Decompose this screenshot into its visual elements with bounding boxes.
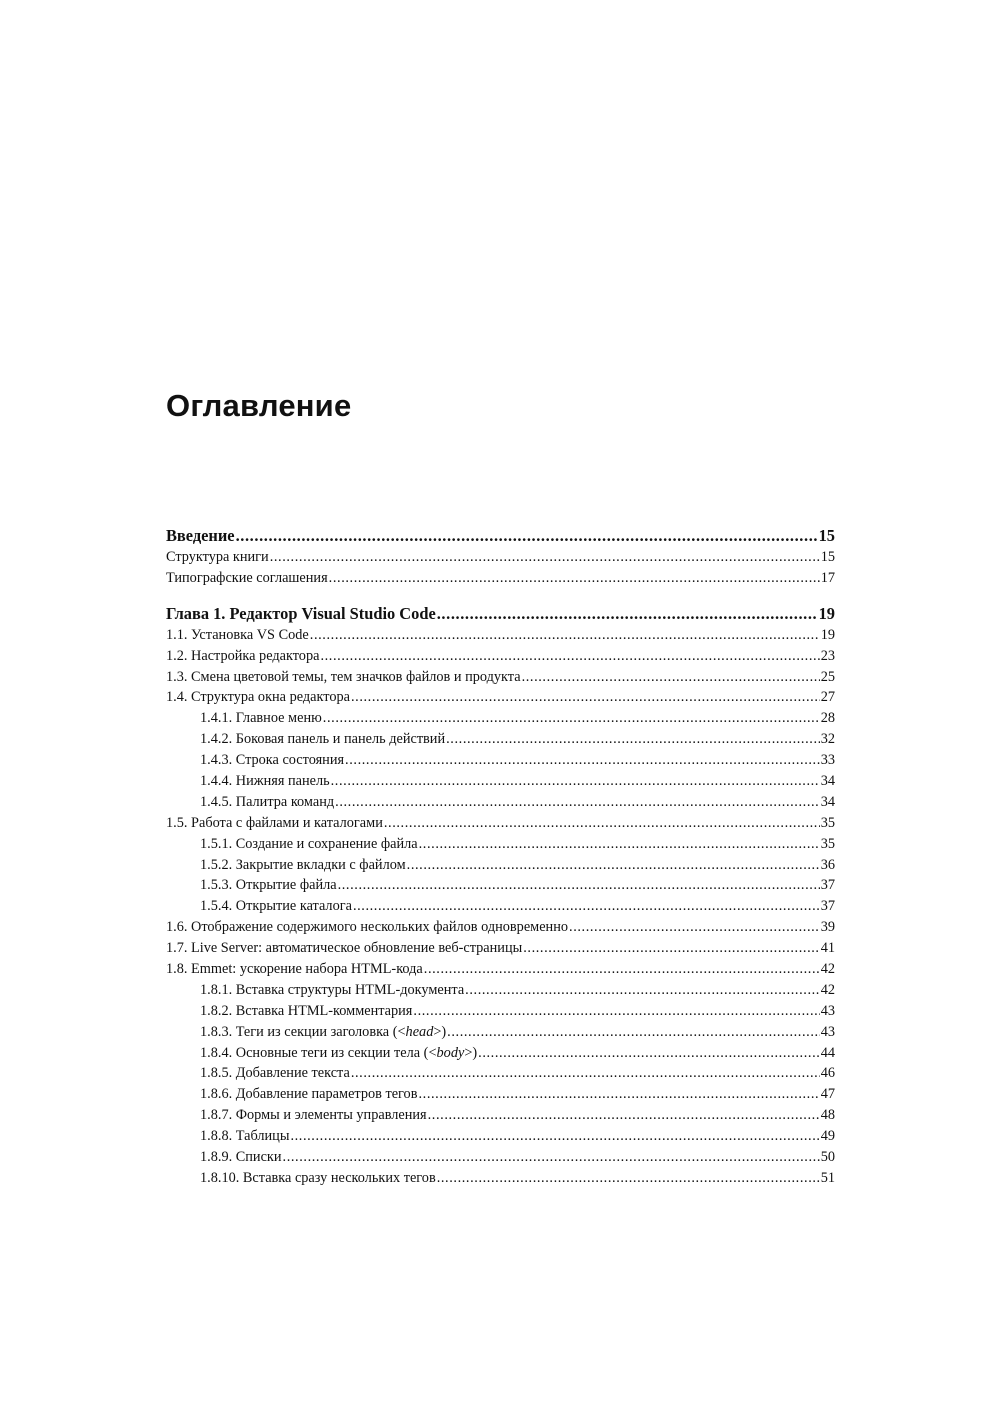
toc-entry-page: 17 bbox=[820, 569, 835, 586]
dot-leader bbox=[236, 525, 818, 547]
dot-leader bbox=[329, 568, 820, 589]
dot-leader bbox=[384, 813, 820, 834]
toc-entry-page: 37 bbox=[820, 898, 835, 915]
dot-leader bbox=[283, 1147, 820, 1168]
toc-entry-title: 1.4.4. Нижняя панель bbox=[200, 773, 330, 790]
dot-leader bbox=[407, 855, 820, 876]
toc-subsection-entry[interactable] bbox=[166, 1126, 835, 1147]
toc-entry-title: 1.8. Emmet: ускорение набора HTML-кода bbox=[166, 961, 423, 978]
toc-entry-page: 34 bbox=[820, 793, 835, 810]
dot-leader bbox=[413, 1001, 819, 1022]
toc-subsection-entry[interactable] bbox=[166, 1105, 835, 1126]
toc-section-entry[interactable] bbox=[166, 813, 835, 834]
toc-entry-title: Введение bbox=[166, 526, 235, 545]
dot-leader bbox=[351, 1063, 820, 1084]
toc-section-entry[interactable] bbox=[166, 959, 835, 980]
toc-section-entry[interactable] bbox=[166, 687, 835, 708]
toc-entry-title: 1.8.9. Списки bbox=[200, 1149, 282, 1166]
toc-entry-page: 35 bbox=[820, 814, 835, 831]
toc-entry-page: 25 bbox=[820, 668, 835, 685]
toc-entry-title: 1.4.1. Главное меню bbox=[200, 710, 322, 727]
toc-entry-page: 35 bbox=[820, 835, 835, 852]
toc-entry-title: 1.7. Live Server: автоматическое обновление веб-страницы bbox=[166, 940, 523, 957]
dot-leader bbox=[290, 1126, 819, 1147]
toc-entry-page: 39 bbox=[820, 919, 835, 936]
dot-leader bbox=[569, 917, 820, 938]
toc-entry-page: 36 bbox=[820, 856, 835, 873]
dot-leader bbox=[447, 1022, 820, 1043]
dot-leader bbox=[428, 1105, 820, 1126]
dot-leader bbox=[338, 875, 820, 896]
toc-subsection-entry[interactable] bbox=[166, 1063, 835, 1084]
toc-section-entry[interactable] bbox=[166, 625, 835, 646]
toc-entry-page: 27 bbox=[820, 689, 835, 706]
toc-entry-title: 1.8.2. Вставка HTML-комментария bbox=[200, 1002, 413, 1019]
dot-leader bbox=[345, 750, 820, 771]
table-of-contents bbox=[166, 525, 835, 1203]
toc-entry-page: 42 bbox=[820, 961, 835, 978]
toc-group bbox=[166, 525, 835, 589]
toc-entry-title: 1.5. Работа с файлами и каталогами bbox=[166, 814, 383, 831]
toc-entry-page: 15 bbox=[820, 549, 835, 565]
toc-chapter-entry[interactable] bbox=[166, 603, 835, 625]
toc-subsection-entry[interactable] bbox=[166, 834, 835, 855]
toc-entry-page: 48 bbox=[820, 1107, 835, 1124]
toc-entry-title: Глава 1. Редактор Visual Studio Code bbox=[166, 603, 436, 623]
dot-leader bbox=[351, 687, 820, 708]
toc-entry-title: 1.5.2. Закрытие вкладки с файлом bbox=[200, 856, 406, 873]
toc-entry-title: 1.2. Настройка редактора bbox=[166, 647, 320, 664]
dot-leader bbox=[437, 603, 818, 625]
dot-leader bbox=[335, 792, 820, 813]
toc-group bbox=[166, 603, 835, 1189]
toc-entry-title: 1.5.4. Открытие каталога bbox=[200, 898, 352, 915]
toc-entry-page: 37 bbox=[820, 877, 835, 894]
toc-entry-title: 1.4. Структура окна редактора bbox=[166, 689, 350, 706]
toc-entry-title: 1.8.10. Вставка сразу нескольких тегов bbox=[200, 1169, 436, 1186]
dot-leader bbox=[478, 1043, 820, 1064]
toc-subsection-entry[interactable] bbox=[166, 1001, 835, 1022]
toc-subsection-entry[interactable] bbox=[166, 1168, 835, 1189]
toc-subsection-entry[interactable] bbox=[166, 1147, 835, 1168]
toc-entry-page: 43 bbox=[820, 1002, 835, 1019]
dot-leader bbox=[418, 1084, 819, 1105]
toc-entry-page: 51 bbox=[820, 1169, 835, 1186]
toc-entry-page: 47 bbox=[820, 1086, 835, 1103]
toc-entry-page: 33 bbox=[820, 752, 835, 769]
toc-subsection-entry[interactable] bbox=[166, 1022, 835, 1043]
toc-entry-page: 43 bbox=[820, 1023, 835, 1040]
toc-entry-title: Структура книги bbox=[166, 549, 269, 565]
dot-leader bbox=[331, 771, 820, 792]
dot-leader bbox=[446, 729, 820, 750]
toc-entry-page: 50 bbox=[820, 1149, 835, 1166]
toc-subsection-entry[interactable] bbox=[166, 1084, 835, 1105]
dot-leader bbox=[465, 980, 820, 1001]
dot-leader bbox=[522, 667, 820, 688]
toc-subsection-entry[interactable] bbox=[166, 896, 835, 917]
toc-subsection-entry[interactable] bbox=[166, 771, 835, 792]
toc-section-entry[interactable] bbox=[166, 568, 835, 589]
toc-entry-page: 41 bbox=[820, 940, 835, 957]
toc-entry-title: 1.8.5. Добавление текста bbox=[200, 1065, 350, 1082]
dot-leader bbox=[424, 959, 820, 980]
toc-subsection-entry[interactable] bbox=[166, 875, 835, 896]
dot-leader bbox=[310, 625, 820, 646]
dot-leader bbox=[523, 938, 819, 959]
dot-leader bbox=[323, 708, 820, 729]
toc-section-entry[interactable] bbox=[166, 547, 835, 568]
dot-leader bbox=[419, 834, 820, 855]
toc-entry-title: 1.5.1. Создание и сохранение файла bbox=[200, 835, 418, 852]
toc-entry-title: 1.8.1. Вставка структуры HTML-документа bbox=[200, 981, 465, 998]
toc-entry-title: 1.8.4. Основные теги из секции тела (<body>) bbox=[200, 1044, 478, 1061]
toc-entry-title: 1.3. Смена цветовой темы, тем значков файлов и продукта bbox=[166, 668, 521, 685]
toc-entry-title: 1.6. Отображение содержимого нескольких файлов одновременно bbox=[166, 919, 569, 936]
toc-subsection-entry[interactable] bbox=[166, 729, 835, 750]
toc-entry-page: 28 bbox=[820, 710, 835, 727]
toc-subsection-entry[interactable] bbox=[166, 855, 835, 876]
toc-entry-title: 1.4.5. Палитра команд bbox=[200, 793, 335, 810]
toc-entry-page: 34 bbox=[820, 773, 835, 790]
toc-entry-title: 1.4.3. Строка состояния bbox=[200, 752, 345, 769]
toc-subsection-entry[interactable] bbox=[166, 750, 835, 771]
dot-leader bbox=[320, 646, 819, 667]
toc-entry-page: 49 bbox=[820, 1128, 835, 1145]
toc-subsection-entry[interactable] bbox=[166, 708, 835, 729]
toc-entry-title: 1.8.7. Формы и элементы управления bbox=[200, 1107, 427, 1124]
toc-section-entry[interactable] bbox=[166, 646, 835, 667]
toc-entry-page: 23 bbox=[820, 647, 835, 664]
toc-entry-page: 42 bbox=[820, 981, 835, 998]
toc-entry-title: 1.5.3. Открытие файла bbox=[200, 877, 337, 894]
toc-subsection-entry[interactable] bbox=[166, 980, 835, 1001]
toc-section-entry[interactable] bbox=[166, 938, 835, 959]
toc-entry-title: 1.4.2. Боковая панель и панель действий bbox=[200, 731, 446, 748]
toc-entry-page: 19 bbox=[818, 603, 835, 623]
toc-entry-title: 1.8.6. Добавление параметров тегов bbox=[200, 1086, 418, 1103]
toc-chapter-entry[interactable] bbox=[166, 525, 835, 547]
toc-subsection-entry[interactable] bbox=[166, 792, 835, 813]
dot-leader bbox=[437, 1168, 820, 1189]
dot-leader bbox=[353, 896, 820, 917]
toc-entry-page: 19 bbox=[820, 626, 835, 643]
toc-entry-page: 32 bbox=[820, 731, 835, 748]
toc-entry-title: 1.8.3. Теги из секции заголовка (<head>) bbox=[200, 1023, 447, 1040]
toc-section-entry[interactable] bbox=[166, 667, 835, 688]
toc-subsection-entry[interactable] bbox=[166, 1043, 835, 1064]
toc-entry-page: 15 bbox=[818, 526, 835, 545]
toc-entry-title: 1.8.8. Таблицы bbox=[200, 1128, 290, 1145]
page-title: Оглавление bbox=[166, 388, 352, 423]
toc-entry-title: Типографские соглашения bbox=[166, 569, 328, 586]
toc-entry-title: 1.1. Установка VS Code bbox=[166, 626, 309, 643]
dot-leader bbox=[270, 547, 820, 568]
toc-entry-page: 44 bbox=[820, 1044, 835, 1061]
toc-section-entry[interactable] bbox=[166, 917, 835, 938]
toc-entry-page: 46 bbox=[820, 1065, 835, 1082]
